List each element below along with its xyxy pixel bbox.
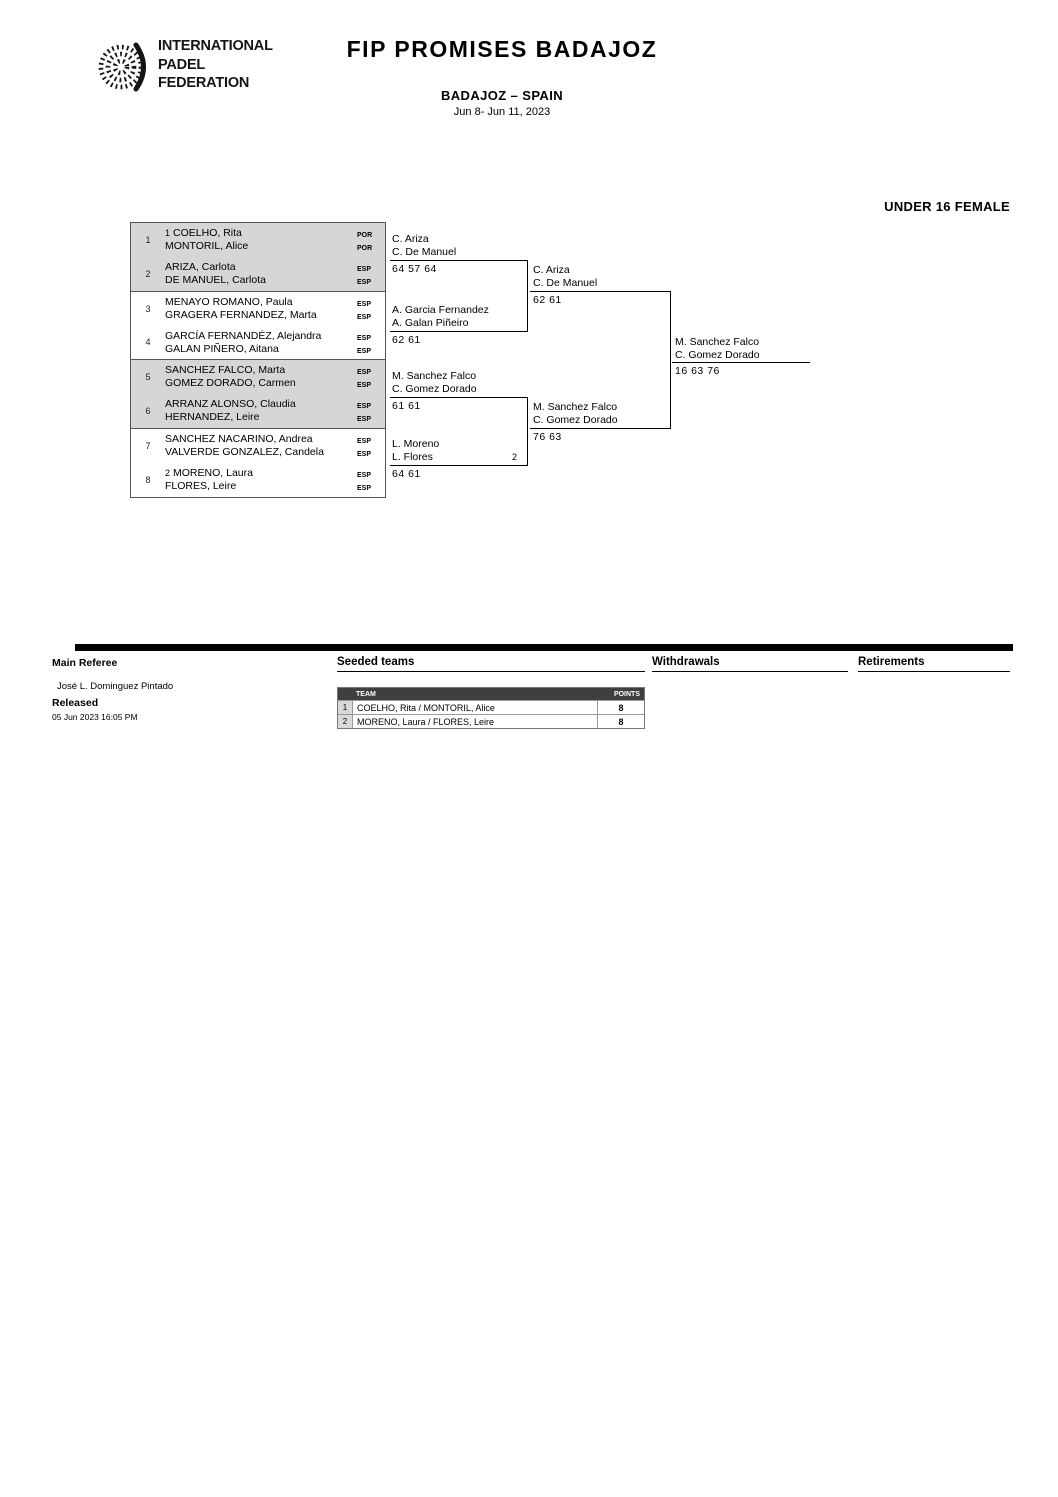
country-code: POR bbox=[357, 232, 373, 239]
country-code: ESP bbox=[357, 382, 372, 389]
match-winner bbox=[392, 370, 477, 396]
country-code: ESP bbox=[357, 313, 372, 321]
table-row bbox=[338, 714, 644, 728]
seed-number: 2 bbox=[165, 467, 171, 478]
winner-player: L. Flores bbox=[392, 451, 433, 463]
winner-player: C. De Manuel bbox=[392, 246, 457, 258]
entry-row bbox=[131, 394, 385, 428]
country-code: ESP bbox=[357, 300, 372, 308]
bracket-line bbox=[530, 428, 670, 429]
player-name: GARCÍA FERNANDÉZ, Alejandra bbox=[165, 329, 322, 342]
logo-line: PADEL bbox=[158, 56, 206, 73]
entry-position: 4 bbox=[145, 337, 151, 348]
winner-player: C. De Manuel bbox=[533, 277, 598, 289]
player-name: SANCHEZ NACARINO, Andrea bbox=[165, 432, 313, 445]
winner-player: A. Galan Piñeiro bbox=[392, 317, 469, 329]
entry-row bbox=[131, 360, 385, 394]
bracket-line bbox=[390, 397, 527, 398]
category-label: UNDER 16 FEMALE bbox=[884, 199, 1010, 214]
bracket-line bbox=[390, 260, 527, 261]
team-name: COELHO, Rita / MONTORIL, Alice bbox=[357, 702, 495, 713]
column-points: POINTS bbox=[613, 690, 640, 698]
player-name: GRAGERA FERNANDEZ, Marta bbox=[165, 308, 317, 321]
country-code: ESP bbox=[357, 437, 372, 445]
winner-player: C. Ariza bbox=[533, 264, 570, 276]
bracket-line bbox=[390, 331, 527, 332]
match-score: 64 61 bbox=[392, 468, 421, 480]
withdrawals-title: Withdrawals bbox=[652, 656, 848, 672]
seeded-teams-header bbox=[338, 688, 644, 700]
entry-position: 6 bbox=[145, 405, 151, 416]
player-name: FLORES, Leire bbox=[165, 479, 237, 492]
bracket-connector bbox=[527, 397, 528, 466]
player-name: GALAN PIÑERO, Aitana bbox=[165, 342, 279, 355]
final-winner bbox=[675, 336, 760, 362]
winner-player: A. Garcia Fernandez bbox=[392, 304, 489, 316]
withdrawals-section bbox=[652, 656, 848, 672]
player-name: HERNANDEZ, Leire bbox=[165, 411, 260, 424]
country-code: ESP bbox=[357, 334, 372, 342]
match-score: 62 61 bbox=[533, 294, 562, 306]
match-score: 64 57 64 bbox=[392, 263, 437, 275]
winner-player: M. Sanchez Falco bbox=[392, 370, 477, 382]
bracket-line bbox=[530, 291, 670, 292]
entry-row bbox=[131, 292, 385, 326]
match-winner bbox=[392, 438, 439, 464]
team-points: 8 bbox=[597, 701, 644, 714]
main-referee-name: José L. Dominguez Pintado bbox=[57, 681, 174, 692]
seeded-teams-section bbox=[337, 656, 645, 729]
bracket-line bbox=[672, 362, 810, 363]
entry-position: 8 bbox=[145, 474, 151, 485]
country-code: ESP bbox=[357, 369, 372, 376]
match-winner bbox=[392, 304, 489, 330]
player-name: DE MANUEL, Carlota bbox=[165, 274, 266, 287]
final-score: 16 63 76 bbox=[675, 365, 720, 377]
country-code: ESP bbox=[357, 484, 372, 492]
entry-row bbox=[131, 429, 385, 463]
match-score: 62 61 bbox=[392, 334, 421, 346]
seed-number: 2 bbox=[512, 452, 518, 462]
winner-player: C. Gomez Dorado bbox=[392, 383, 477, 395]
retirements-section bbox=[858, 656, 1010, 672]
table-row bbox=[338, 700, 644, 714]
entry-position: 7 bbox=[145, 440, 151, 451]
bracket-connector bbox=[527, 260, 528, 332]
entry-row bbox=[131, 257, 385, 291]
bracket-entries bbox=[130, 222, 386, 498]
entry-row bbox=[131, 463, 385, 497]
player-name: GOMEZ DORADO, Carmen bbox=[165, 377, 296, 389]
tournament-location: BADAJOZ – SPAIN bbox=[440, 88, 564, 103]
country-code: ESP bbox=[357, 450, 372, 458]
match-winner bbox=[392, 233, 456, 259]
player-name: MONTORIL, Alice bbox=[165, 240, 249, 252]
entry-position: 1 bbox=[145, 235, 151, 246]
seed-number: 1 bbox=[165, 228, 171, 238]
entry-row bbox=[131, 223, 385, 257]
ipf-logo-icon bbox=[98, 38, 154, 96]
player-name: ARRANZ ALONSO, Claudia bbox=[165, 398, 296, 411]
country-code: ESP bbox=[357, 347, 372, 355]
country-code: ESP bbox=[357, 416, 372, 424]
retirements-title: Retirements bbox=[858, 656, 1010, 672]
player-name: COELHO, Rita bbox=[173, 227, 242, 239]
winner-player: M. Sanchez Falco bbox=[675, 336, 760, 348]
player-name: MENAYO ROMANO, Paula bbox=[165, 295, 293, 308]
main-referee-label: Main Referee bbox=[52, 657, 118, 669]
country-code: ESP bbox=[357, 403, 372, 411]
match-score: 61 61 bbox=[392, 400, 421, 412]
bracket-connector bbox=[670, 291, 671, 429]
ipf-logo-text bbox=[158, 37, 273, 93]
country-code: POR bbox=[357, 245, 373, 252]
bracket-line bbox=[390, 465, 527, 466]
match-score: 76 63 bbox=[533, 431, 562, 443]
entry-position: 2 bbox=[145, 268, 151, 279]
player-name: MORENO, Laura bbox=[173, 466, 253, 479]
country-code: ESP bbox=[357, 266, 372, 274]
winner-player: M. Sanchez Falco bbox=[533, 401, 618, 413]
entry-position: 5 bbox=[145, 372, 151, 383]
seed-rank: 1 bbox=[338, 701, 353, 714]
entry-row bbox=[131, 326, 385, 360]
released-label: Released bbox=[52, 697, 99, 709]
entry-position: 3 bbox=[145, 303, 151, 314]
logo-line: INTERNATIONAL bbox=[158, 38, 273, 54]
player-name: ARIZA, Carlota bbox=[165, 261, 236, 274]
winner-player: C. Gomez Dorado bbox=[533, 414, 618, 426]
logo-line: FEDERATION bbox=[158, 75, 250, 91]
match-winner bbox=[533, 264, 597, 290]
winner-player: L. Moreno bbox=[392, 438, 440, 450]
country-code: ESP bbox=[357, 471, 372, 479]
seeded-teams-table bbox=[337, 687, 645, 729]
match-winner bbox=[533, 401, 618, 427]
column-team: TEAM bbox=[356, 690, 376, 698]
country-code: ESP bbox=[357, 279, 372, 287]
seeded-teams-title: Seeded teams bbox=[337, 656, 645, 672]
team-points: 8 bbox=[597, 715, 644, 728]
team-name: MORENO, Laura / FLORES, Leire bbox=[357, 716, 495, 727]
released-datetime: 05 Jun 2023 16:05 PM bbox=[52, 712, 138, 722]
seed-rank: 2 bbox=[338, 715, 353, 728]
tournament-dates: Jun 8- Jun 11, 2023 bbox=[453, 106, 551, 118]
winner-player: C. Gomez Dorado bbox=[675, 349, 760, 361]
tournament-title: FIP PROMISES BADAJOZ bbox=[346, 36, 658, 62]
divider-bar bbox=[75, 644, 1013, 651]
player-name: SANCHEZ FALCO, Marta bbox=[165, 364, 286, 376]
winner-player: C. Ariza bbox=[392, 233, 429, 245]
player-name: VALVERDE GONZALEZ, Candela bbox=[165, 445, 324, 458]
